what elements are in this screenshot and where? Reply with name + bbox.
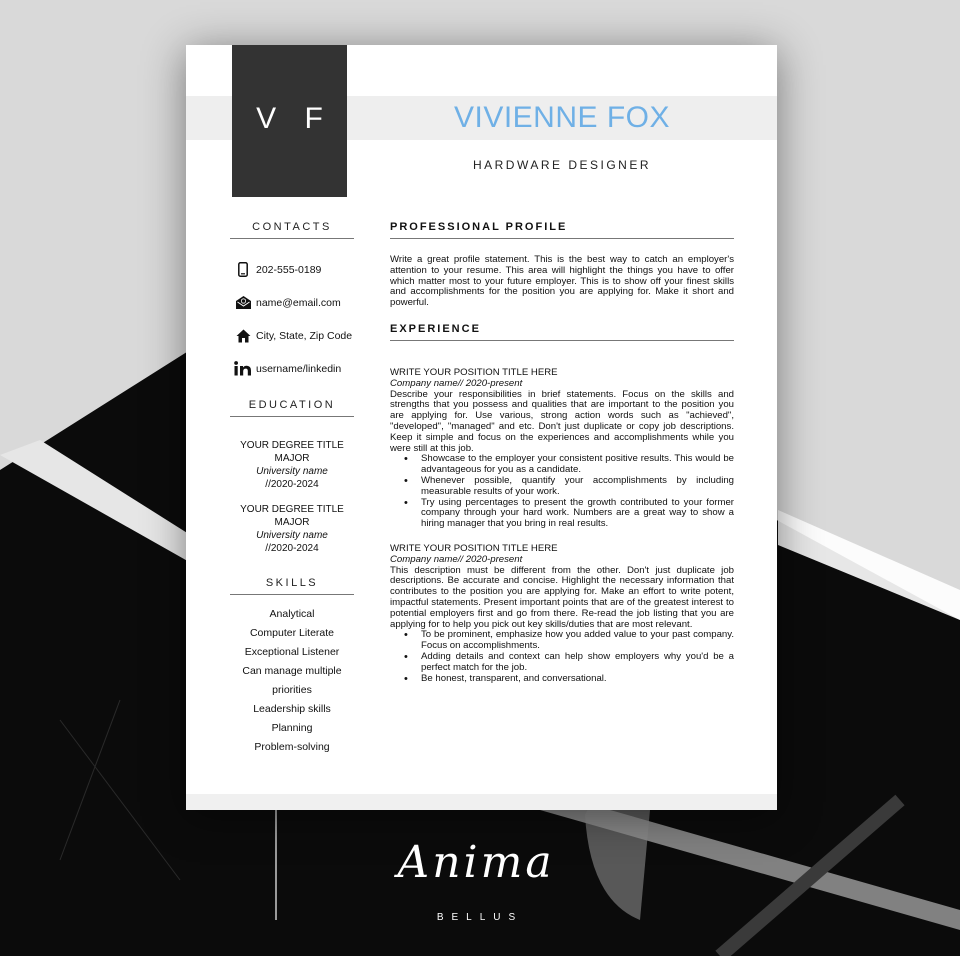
skills-list bbox=[230, 605, 354, 757]
skill-item: Analytical bbox=[269, 608, 315, 620]
job-title: WRITE YOUR POSITION TITLE HERE bbox=[390, 542, 558, 554]
university-name: University name bbox=[256, 466, 328, 477]
candidate-name: VIVIENNE FOX bbox=[453, 101, 671, 134]
footer-band bbox=[186, 794, 777, 810]
monogram-block bbox=[232, 45, 347, 197]
resume-page bbox=[186, 45, 777, 810]
skill-item: Can manage multiple bbox=[242, 665, 342, 677]
job-bullets bbox=[404, 454, 734, 530]
monogram: V F bbox=[256, 102, 333, 135]
job-description: This description must be different from the other. Don't just duplicate job descriptions. Be accurate and concise. Highlight the necessary information that contributes to the position you are applying for. Make an effort to write potent, impactful statements. Present important points that are of the greatest interest to potential employers first and go from there. Re-read the job listing that you are applying for to help you pick out key skills/duties that are most relevant. bbox=[390, 564, 734, 630]
profile-text: Write a great profile statement. This is the best way to catch an employer's attention to your resume. This area will highlight the things you have to offer which matter most to your future employer. This is to show off your finest skills and accomplishments for the position you are applying for. Make it short and powerful. bbox=[390, 254, 734, 309]
brand-logo bbox=[376, 838, 576, 923]
job-bullet: • Showcase to the employer your consistent positive results. This would be advantageous for you as a candidate. bbox=[404, 454, 734, 476]
degree-title: YOUR DEGREE TITLE bbox=[240, 440, 344, 451]
contact-address bbox=[230, 319, 354, 352]
contact-phone-text: 202-555-0189 bbox=[256, 263, 322, 276]
envelope-icon bbox=[230, 295, 256, 310]
linkedin-icon bbox=[230, 361, 256, 376]
contact-address-text: City, State, Zip Code bbox=[256, 329, 353, 342]
job-title: WRITE YOUR POSITION TITLE HERE bbox=[390, 366, 558, 378]
university-name: University name bbox=[256, 530, 328, 541]
contact-email-text: name@email.com bbox=[256, 296, 341, 309]
job-bullet: • Whenever possible, quantify your accomplishments by including measurable results of your work. bbox=[404, 476, 734, 498]
job-description: Describe your responsibilities in brief statements. Focus on the skills and strengths that you possess and qualities that are important to the position you are applying for. Use various, strong action words such as "achieved", "developed", "managed" and etc. Don't just duplicate or copy job descriptions. Keep it simple and focus on the experiences and accomplishments while you were still at this job. bbox=[390, 388, 734, 454]
degree-title: YOUR DEGREE TITLE bbox=[240, 504, 344, 515]
home-icon bbox=[230, 329, 256, 343]
skill-item: Exceptional Listener bbox=[244, 646, 340, 658]
skill-item: Problem-solving bbox=[254, 741, 330, 753]
job-company: Company name// 2020-present bbox=[390, 377, 523, 389]
degree-major: MAJOR bbox=[274, 517, 310, 528]
job-bullet: • Adding details and context can help show employers why you'd be a perfect match for the job. bbox=[404, 652, 734, 674]
job-company: Company name// 2020-present bbox=[390, 553, 523, 565]
job-bullet: • Try using percentages to present the growth contributed to your former company through your hard work. Numbers are a great way to show a hiring manager that you bring in real results. bbox=[404, 498, 734, 530]
degree-years: //2020-2024 bbox=[265, 543, 319, 554]
phone-icon bbox=[230, 262, 256, 277]
skill-item: Computer Literate bbox=[249, 627, 335, 639]
degree-years: //2020-2024 bbox=[265, 479, 319, 490]
job-entry bbox=[390, 368, 734, 530]
job-bullet: • To be prominent, emphasize how you added value to your past company. Focus on accomplishments. bbox=[404, 630, 734, 652]
candidate-role: HARDWARE DESIGNER bbox=[472, 158, 652, 172]
skill-item: priorities bbox=[272, 684, 312, 696]
sidebar bbox=[230, 221, 354, 757]
education-entry bbox=[230, 503, 354, 555]
degree-major: MAJOR bbox=[274, 453, 310, 464]
profile-heading: PROFESSIONAL PROFILE bbox=[390, 221, 734, 239]
contact-linkedin bbox=[230, 352, 354, 385]
contact-email bbox=[230, 286, 354, 319]
contact-phone bbox=[230, 253, 354, 286]
experience-heading: EXPERIENCE bbox=[390, 323, 734, 341]
skill-item: Leadership skills bbox=[253, 703, 331, 715]
brand-script: Anima bbox=[397, 837, 555, 888]
brand-subtitle: BELLUS bbox=[436, 912, 524, 923]
skill-item: Planning bbox=[271, 722, 313, 734]
job-entry bbox=[390, 544, 734, 684]
education-entry bbox=[230, 439, 354, 491]
job-bullets bbox=[404, 630, 734, 684]
education-heading: EDUCATION bbox=[230, 399, 354, 417]
job-bullet: • Be honest, transparent, and conversational. bbox=[404, 674, 734, 685]
contact-linkedin-text: username/linkedin bbox=[256, 362, 342, 375]
main-content bbox=[390, 221, 734, 684]
contacts-heading: CONTACTS bbox=[230, 221, 354, 239]
skills-heading: SKILLS bbox=[230, 577, 354, 595]
